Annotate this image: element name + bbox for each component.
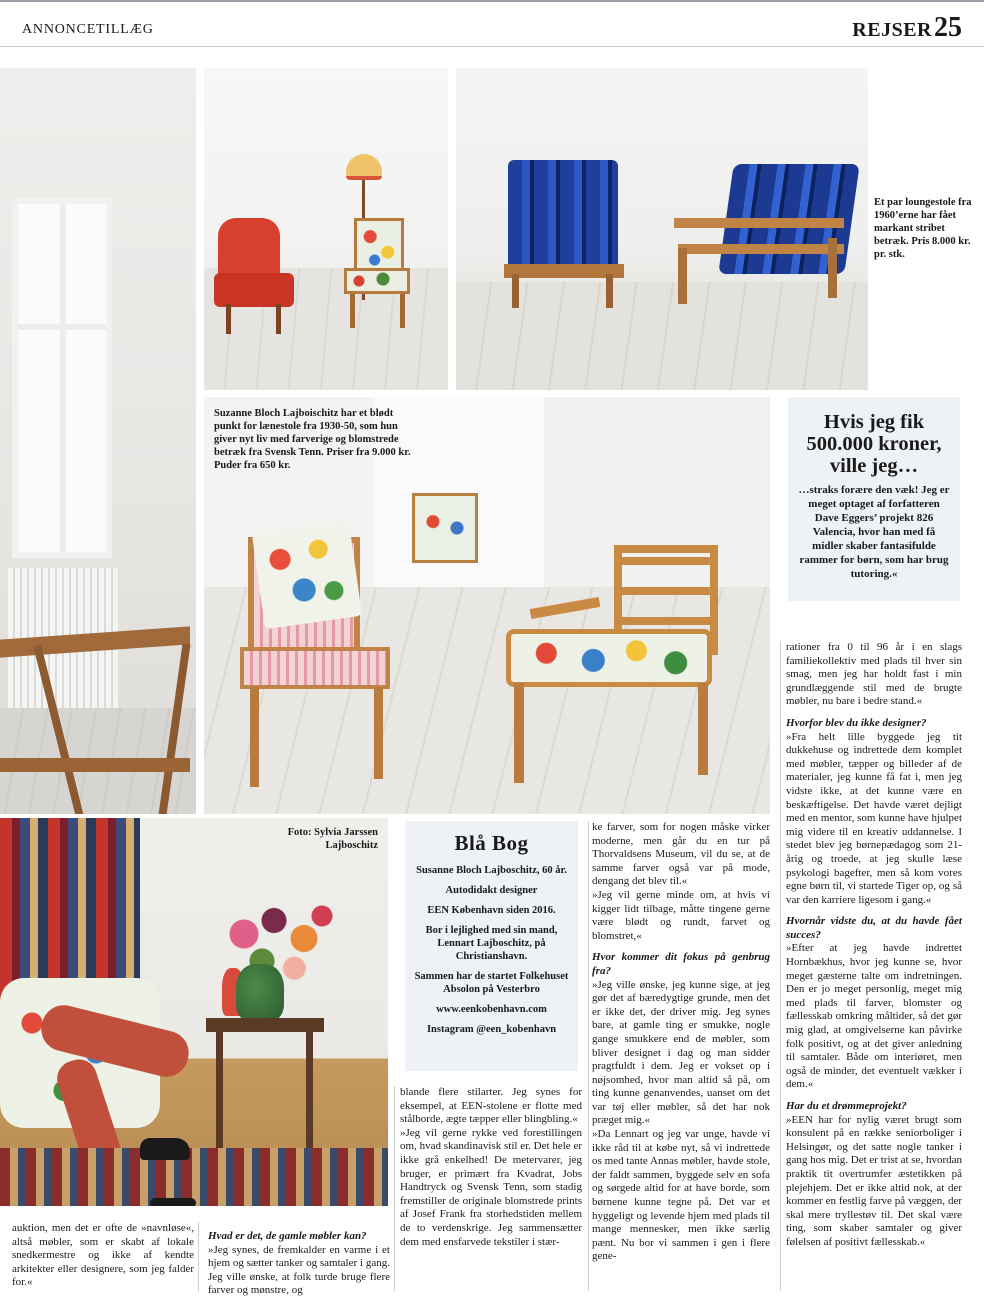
quote-box bbox=[788, 397, 960, 601]
interview-question: Hvor kommer dit fokus på genbrug fra? bbox=[592, 951, 770, 977]
striped-chair-front bbox=[508, 160, 618, 278]
lamp-shade bbox=[346, 154, 382, 180]
caption-lounge-chairs-1930: Suzanne Bloch Lajboischitz har et blødt punkt for lænestole fra 1930-50, som hun giver nyt liv med farverige og blomstrede betræk fra Svensk Tenn. Priser fra 9.000 kr. Puder fra 650 kr. bbox=[214, 408, 411, 471]
bio-instagram: Instagram @een_kobenhavn bbox=[426, 1024, 557, 1035]
bio-line: Bor i lejlighed med sin mand, Lennart Lajboschitz, på Christianshavn. bbox=[425, 925, 558, 962]
paragraph: »Da Lennart og jeg var unge, havde vi ikke råd til at købe nyt, så vi indrettede os med tante Annas møbler, havde stole, der faldt sammen, byggede selv en sofa og sørgede altid for at have borde, som børnene kunne tegne på. Det var et hyggeligt og levende hjem med plads til mange mennesker, men ikke særlig pænt. Nu bor vi sammen i gen i flere gene- bbox=[592, 1128, 770, 1263]
article-column-4 bbox=[592, 821, 770, 1264]
bio-website: www.eenkobenhavn.com bbox=[436, 1004, 547, 1015]
paragraph: »Jeg vil gerne minde om, at hvis vi kigger lidt tilbage, måtte tingene gerne være blødt og rundt, farvet og blomstret,« bbox=[592, 888, 770, 942]
section-name: REJSER bbox=[852, 19, 932, 41]
column-rule bbox=[394, 1086, 395, 1291]
paragraph: »Efter at jeg havde indrettet Hornbækhus, hvor jeg kunne se, hvor meget gæsterne talte om indretningen. Den er jo meget personlig, meget mig med plads til farver, blomster og fællesskab omkring måltider, så det gør mig glad, at omgivelserne kan påvirke folk positivt, og at det giver anledning til samtaler. Både om interiøret, men også de minder, det eventuelt vækker i dem.« bbox=[786, 942, 962, 1091]
chair-leg bbox=[828, 238, 837, 298]
quote-box-title: Hvis jeg fik 500.000 kroner, ville jeg… bbox=[806, 411, 942, 477]
paragraph: »Jeg synes, de fremkalder en varme i et hjem og sætter tanker og samtaler i gang. Jeg ville ønske, at folk turde bruge flere farver og mønstre, og bbox=[208, 1243, 390, 1297]
chair-leg bbox=[698, 683, 708, 775]
article-column-2 bbox=[208, 1222, 390, 1298]
bio-title: Blå Bog bbox=[454, 831, 529, 855]
column-rule bbox=[198, 1222, 199, 1292]
paragraph: blande flere stilarter. Jeg synes for eksempel, at EEN-stolene er flotte med stålborde, ægte tæpper eller blingbling.« bbox=[400, 1086, 582, 1126]
floral-pillow bbox=[252, 521, 362, 630]
background-chair bbox=[412, 493, 478, 563]
bio-line: Susanne Bloch Lajboschitz, 60 år. bbox=[416, 865, 567, 876]
floral-chair-seat bbox=[506, 629, 712, 687]
article-column-1 bbox=[12, 1222, 194, 1290]
window bbox=[12, 198, 112, 558]
chair-leg bbox=[606, 274, 613, 308]
interview-question: Hvad er det, de gamle møbler kan? bbox=[208, 1230, 367, 1242]
photo-woman-with-flowers bbox=[0, 818, 388, 1206]
bio-line: EEN København siden 2016. bbox=[427, 905, 556, 916]
bio-box bbox=[405, 821, 578, 1071]
red-chair-seat bbox=[214, 273, 294, 307]
article-column-5 bbox=[786, 641, 962, 1250]
paragraph: rationer fra 0 til 96 år i en slags familiekollektiv med plads til hver sin smag, men jeg har holdt fast i min grundlæggende stil med de brugte møbler, nu bare i bedre stand.« bbox=[786, 641, 962, 708]
page-number: 25 bbox=[934, 12, 962, 43]
paragraph: »Fra helt lille byggede jeg tit dukkehuse og indrettede dem komplet med møbler, tæpper og billeder af de materialer, jeg kunne få fat i, men jeg vidste ikke, at det kunne være en beskæftigelse. Det havde været dejligt med en mentor, som kunne have hjulpet mig videre til en kreativ uddannelse. I stedet blev jeg børnepædagog som 21-årig og troede, at jeg skulle læse psykologi bagefter, men så kom vores egne børn til, vi startede Tiger op, og så var den karriere ligesom i gang.« bbox=[786, 730, 962, 906]
chair-leg bbox=[374, 687, 383, 779]
chair-frame bbox=[674, 218, 844, 228]
shoe bbox=[140, 1138, 190, 1160]
photo-credit: Foto: Sylvia Jarssen Lajboschitz bbox=[287, 827, 378, 851]
paragraph: »Jeg ville ønske, jeg kunne sige, at jeg gør det af bæredygtige grunde, men det er ikke det, der driver mig. Jeg synes bare, at gamle ting er smukke, nogle gange smukkere end de møbler, som bliver designet i dag og man sidder pragtfuldt i dem. Jeg er vokset op i nøjsomhed, hvor man altid så på, om ting kunne genanvendes, uanset om det var tøj eller møbler, så det har nok præget mig.« bbox=[592, 978, 770, 1127]
chair-leg bbox=[678, 248, 687, 304]
caption-loungechairs: Et par loungestole fra 1960’erne har fået markant stribet betræk. Pris 8.000 kr. pr. stk. bbox=[874, 197, 972, 260]
photo-window-room bbox=[0, 68, 196, 814]
paragraph: auktion, men det er ofte de »navnløse«, altså møbler, som er skabt af lokale snedkermestre og ikke af kendte arkitekter eller designere, som jeg falder for.« bbox=[12, 1222, 194, 1289]
chair-leg bbox=[276, 304, 281, 334]
header-rule bbox=[0, 46, 984, 47]
chair-leg bbox=[400, 294, 405, 328]
shoe bbox=[150, 1198, 196, 1206]
paragraph: »Jeg vil gerne rykke ved forestillingen om, hvad skandinavisk stil er. Det hele er ikke grå enkelhed! De metervarer, jeg bruger, er primært fra Kvadrat, Jobs Handtryck og Svensk Tenn, som stadig fremstiller de originale blomstrede prints af Josef Frank fra storhedstiden mellem de to verdenskrige. Jeg sammensætter dem med ensfarvede tekstiler i stær- bbox=[400, 1126, 582, 1248]
chair-leg bbox=[250, 687, 259, 787]
interview-question: Hvorfor blev du ikke designer? bbox=[786, 716, 927, 729]
chair-frame bbox=[678, 244, 844, 254]
chair-leg bbox=[514, 683, 524, 783]
floral-chair-seat bbox=[344, 268, 410, 294]
column-rule bbox=[588, 821, 589, 1291]
chair-leg bbox=[226, 304, 231, 334]
page-header bbox=[852, 12, 962, 44]
paragraph: »EEN har for nylig været brugt som konsulent på en række seniorboliger i Helsingør, og det satte nogle tanker i gang hos mig. Det er trist at se, hvordan praktik tit overtrumfer æstetikken på plejehjem. Det er ikke altid nok, at der kommer en festlig farve på væggen, der skal mere tryllestøv til. Det skal være ting, som skaber samtaler og giver følelsen af positivt fællesskab.« bbox=[786, 1113, 962, 1248]
chair-leg bbox=[512, 274, 519, 308]
bio-line: Sammen har de startet Folkehuset Absolon på Vesterbro bbox=[414, 971, 569, 995]
chair-leg bbox=[350, 294, 355, 328]
interview-question: Har du et drømmeprojekt? bbox=[786, 1100, 907, 1112]
bio-line: Autodidakt designer bbox=[445, 885, 538, 896]
trolley-shelf bbox=[0, 758, 190, 772]
interview-question: Hvornår vidste du, at du havde fået succes? bbox=[786, 915, 962, 941]
article-column-3 bbox=[400, 1086, 582, 1249]
photo-striped-loungechairs bbox=[456, 68, 868, 390]
supplement-label: ANNONCETILLÆG bbox=[22, 22, 154, 37]
quote-box-body: …straks forære den væk! Jeg er meget optaget af forfatteren Dave Eggers’ projekt 826 Valencia, hvor han med få midler skaber fantasifulde rammer for børn, som har brug tutoring.« bbox=[798, 484, 950, 580]
top-rule bbox=[0, 0, 984, 2]
photo-red-and-floral-chairs bbox=[204, 68, 448, 390]
paragraph: ke farver, som for nogen måske virker moderne, men går du en tur på Thorvaldsens Museum, vil du se, at de samme farver også var på mode, dengang det blev til.« bbox=[592, 821, 770, 888]
rug bbox=[0, 1148, 388, 1206]
column-rule bbox=[780, 641, 781, 1291]
pink-chair-seat bbox=[240, 647, 390, 689]
green-vase bbox=[236, 964, 284, 1022]
